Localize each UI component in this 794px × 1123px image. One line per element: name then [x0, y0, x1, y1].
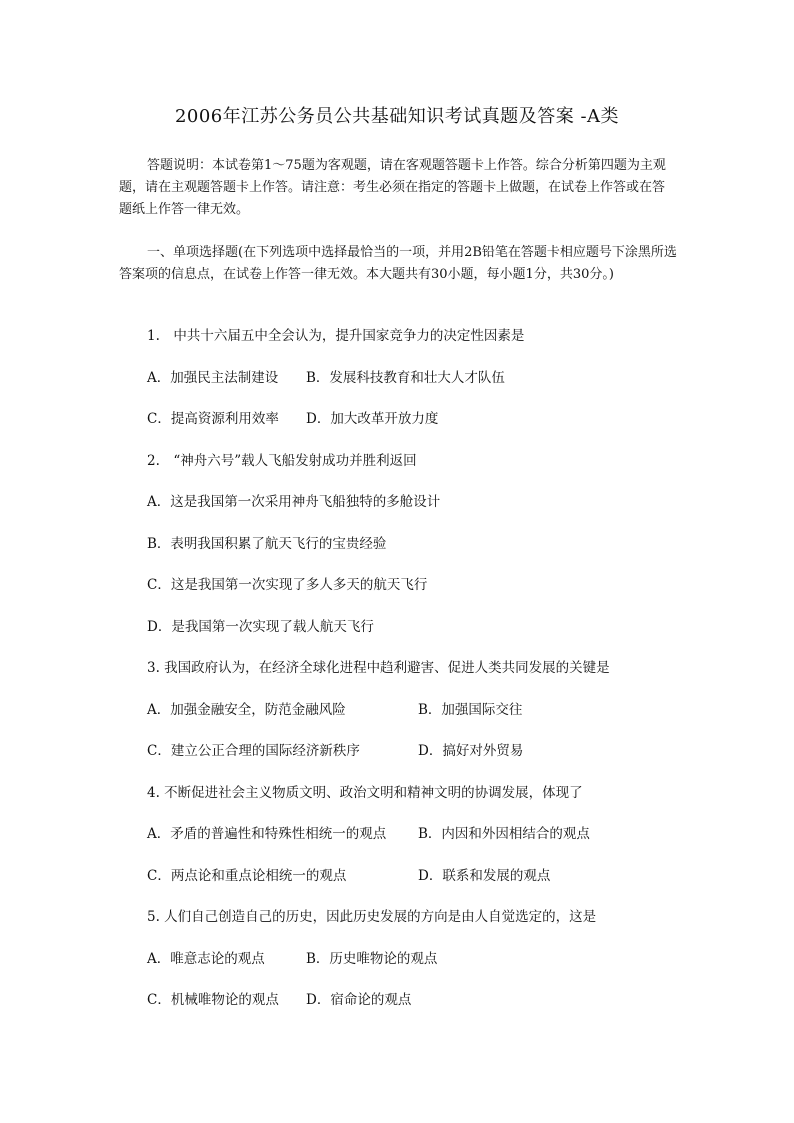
question-1-option-b: B．发展科技教育和壮大人才队伍: [306, 370, 505, 386]
question-1-option-d: D．加大改革开放力度: [306, 411, 439, 427]
instructions-paragraph: 答题说明：本试卷第1～75题为客观题，请在客观题答题卡上作答。综合分析第四题为主观题，请在主观题答题卡上作答。请注意：考生必须在指定的答题卡上做题，在试卷上作答或在答题纸上作答一律无效。: [119, 158, 666, 217]
question-5-option-d: D．宿命论的观点: [306, 992, 412, 1008]
section-heading: 一、单项选择题(在下列选项中选择最恰当的一项，并用2B铅笔在答题卡相应题号下涂黑所选答案项的信息点，在试卷上作答一律无效。本大题共有30小题，每小题1分，共30分。): [119, 245, 677, 282]
question-4-option-c: C．两点论和重点论相统一的观点: [147, 868, 347, 884]
question-2-option-a: A．这是我国第一次采用神舟飞船独特的多舱设计: [147, 494, 441, 510]
question-3-stem: 3. 我国政府认为，在经济全球化进程中趋利避害、促进人类共同发展的关键是: [147, 660, 610, 676]
question-1-stem: 1. 中共十六届五中全会认为，提升国家竞争力的决定性因素是: [147, 328, 525, 344]
question-4-option-d: D．联系和发展的观点: [418, 868, 551, 884]
question-2-option-b: B．表明我国积累了航天飞行的宝贵经验: [147, 536, 387, 552]
question-3-option-d: D．搞好对外贸易: [418, 743, 524, 759]
question-5-option-b: B．历史唯物论的观点: [306, 951, 438, 967]
question-2-option-d: D．是我国第一次实现了载人航天飞行: [147, 619, 374, 635]
page-title: 2006年江苏公务员公共基础知识考试真题及答案 -A类: [174, 106, 620, 127]
question-3-option-a: A．加强金融安全，防范金融风险: [147, 702, 346, 718]
question-3-option-c: C．建立公正合理的国际经济新秩序: [147, 743, 360, 759]
question-1-option-a: A．加强民主法制建设: [147, 370, 279, 386]
question-2-option-c: C．这是我国第一次实现了多人多天的航天飞行: [147, 577, 428, 593]
question-4-option-a: A．矛盾的普遍性和特殊性相统一的观点: [147, 826, 387, 842]
question-1-option-c: C．提高资源利用效率: [147, 411, 279, 427]
question-5-stem: 5. 人们自己创造自己的历史，因此历史发展的方向是由人自觉选定的，这是: [147, 909, 597, 925]
question-2-stem: 2. “神舟六号”载人飞船发射成功并胜利返回: [147, 453, 417, 469]
question-3-option-b: B．加强国际交往: [418, 702, 523, 718]
question-4-option-b: B．内因和外因相结合的观点: [418, 826, 590, 842]
question-4-stem: 4. 不断促进社会主义物质文明、政治文明和精神文明的协调发展，体现了: [147, 785, 583, 801]
question-5-option-c: C．机械唯物论的观点: [147, 992, 279, 1008]
question-5-option-a: A．唯意志论的观点: [147, 951, 265, 967]
